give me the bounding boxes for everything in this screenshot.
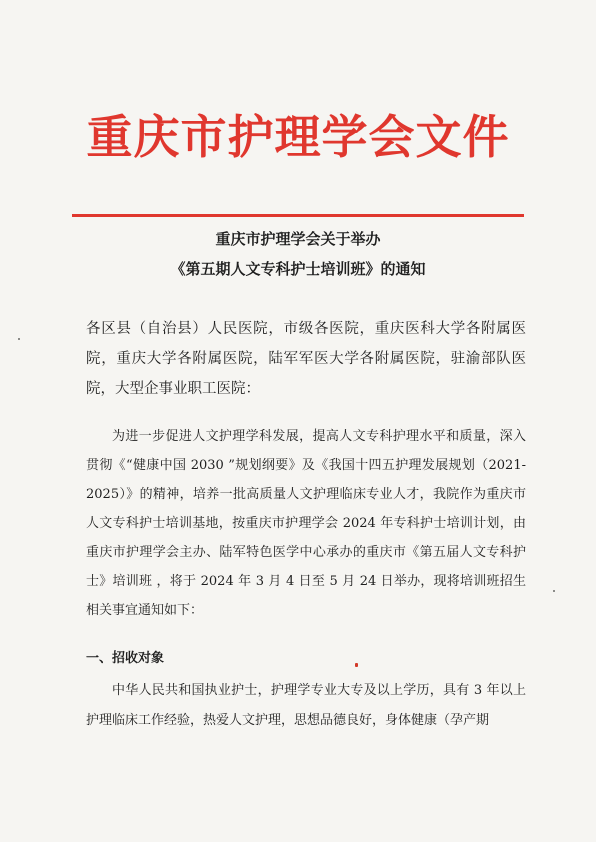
body-paragraph: 为进一步促进人文护理学科发展，提高人文专科护理水平和质量，深入贯彻《“健康中国 2030 ”规划纲要》及《我国十四五护理发展规划（2021- 2025）》的精神，培养一批高质量人文护理临床专业人才，我院作为重庆市人文专科护士培训基地，按重庆市护理学会 2024 年专科护士培训计划，由重庆市护理学会主办、陆军特色医学中心承办的重庆市《第五届人文专科护士》培训班 ，将于 2024 年 3 月 4 日至 5 月 24 日举办，现将培训班招生相关事宜通知如下： — [86, 429, 526, 618]
issuer-header: 重庆市护理学会文件 — [86, 110, 510, 164]
ink-speck — [355, 663, 358, 667]
notice-title-line-1: 重庆市护理学会关于举办 — [215, 230, 381, 248]
scan-speck — [18, 338, 20, 340]
scan-speck — [553, 590, 555, 592]
section-text-recruitment: 中华人民共和国执业护士，护理学专业大专及以上学历，具有 3 年以上护理临床工作经验，热爱人文护理，思想品德良好，身体健康（孕产期 — [86, 683, 526, 728]
red-divider-line — [72, 214, 524, 217]
recipients-paragraph: 各区县（自治县）人民医院，市级各医院，重庆医科大学各附属医院，重庆大学各附属医院，陆军军医大学各附属医院，驻渝部队医院，大型企事业职工医院： — [86, 321, 526, 397]
notice-title-line-2: 《第五期人文专科护士培训班》的通知 — [170, 260, 426, 278]
section-heading-recruitment: 一、招收对象 — [86, 651, 165, 666]
